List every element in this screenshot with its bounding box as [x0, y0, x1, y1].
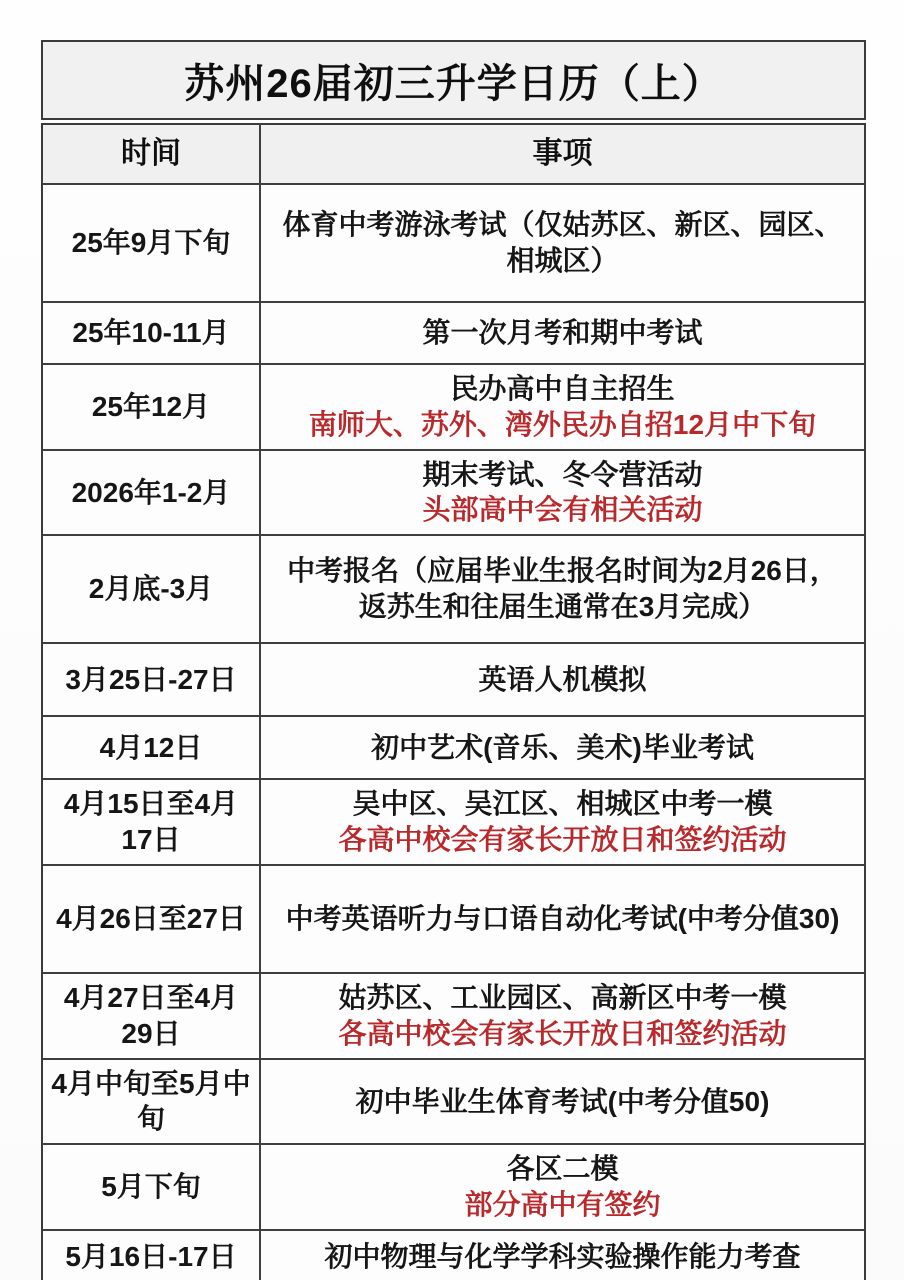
event-main-text: 初中毕业生体育考试(中考分值50): [355, 1085, 770, 1117]
table-row: [43, 778, 864, 864]
row-event: [261, 451, 864, 535]
schedule-sheet: [41, 40, 866, 1280]
event-highlight-text: 各高中校会有家长开放日和签约活动: [338, 824, 787, 856]
row-time: 4月26日至27日: [43, 866, 261, 972]
event-main-text: 中考报名（应届毕业生报名时间为2月26日，返苏生和往届生通常在3月完成）: [287, 555, 838, 623]
column-header-time: 时间: [43, 125, 261, 183]
page-title: 苏州26届初三升学日历（上）: [41, 40, 866, 120]
event-highlight-text: 各高中校会有家长开放日和签约活动: [338, 1017, 787, 1049]
event-main-text: 各区二模: [506, 1153, 619, 1185]
row-time: 4月12日: [43, 717, 261, 778]
table-row: [43, 183, 864, 301]
table-header-row: [43, 125, 864, 183]
row-event: [261, 974, 864, 1058]
event-main-text: 姑苏区、工业园区、高新区中考一模: [338, 981, 787, 1013]
row-time: 2026年1-2月: [43, 451, 261, 535]
row-time: 4月中旬至5月中旬: [43, 1060, 261, 1144]
table-row: [43, 1143, 864, 1229]
row-event: [261, 185, 864, 301]
table-row: [43, 301, 864, 363]
row-event: [261, 644, 864, 715]
event-main-text: 中考英语听力与口语自动化考试(中考分值30): [285, 903, 840, 935]
table-row: [43, 363, 864, 449]
event-main-text: 体育中考游泳考试（仅姑苏区、新区、园区、相城区）: [282, 209, 843, 276]
row-time: 4月27日至4月29日: [43, 974, 261, 1058]
event-main-text: 民办高中自主招生: [450, 373, 675, 404]
event-highlight-text: 部分高中有签约: [464, 1189, 661, 1221]
row-time: 4月15日至4月17日: [43, 780, 261, 864]
row-event: [261, 717, 864, 778]
event-highlight-text: 南师大、苏外、湾外民办自招12月中下旬: [308, 408, 817, 440]
row-time: 3月25日-27日: [43, 644, 261, 715]
table-row: [43, 1058, 864, 1144]
row-time: 25年9月下旬: [43, 185, 261, 301]
row-event: [261, 780, 864, 864]
event-main-text: 英语人机模拟: [478, 663, 647, 695]
row-event: [261, 365, 864, 449]
event-main-text: 初中物理与化学学科实验操作能力考查: [324, 1240, 801, 1272]
row-event: [261, 1060, 864, 1144]
event-main-text: 第一次月考和期中考试: [422, 317, 703, 349]
row-event: [261, 536, 864, 642]
row-event: [261, 1231, 864, 1280]
row-time: 2月底-3月: [43, 536, 261, 642]
table-row: [43, 864, 864, 972]
event-main-text: 吴中区、吴江区、相城区中考一模: [352, 788, 773, 820]
table-row: [43, 642, 864, 715]
table-row: [43, 534, 864, 642]
table-row: [43, 1229, 864, 1280]
row-time: 5月16日-17日: [43, 1231, 261, 1280]
row-event: [261, 866, 864, 972]
row-event: [261, 303, 864, 363]
table-row: [43, 972, 864, 1058]
table-row: [43, 449, 864, 535]
event-highlight-text: 头部高中会有相关活动: [422, 494, 703, 526]
event-main-text: 初中艺术(音乐、美术)毕业考试: [371, 731, 754, 763]
column-header-event: 事项: [532, 136, 593, 170]
row-time: 5月下旬: [43, 1145, 261, 1229]
row-event: [261, 1145, 864, 1229]
schedule-table: [41, 123, 866, 1280]
event-main-text: 期末考试、冬令营活动: [422, 458, 703, 490]
table-row: [43, 715, 864, 778]
row-time: 25年12月: [43, 365, 261, 449]
row-time: 25年10-11月: [43, 303, 261, 363]
